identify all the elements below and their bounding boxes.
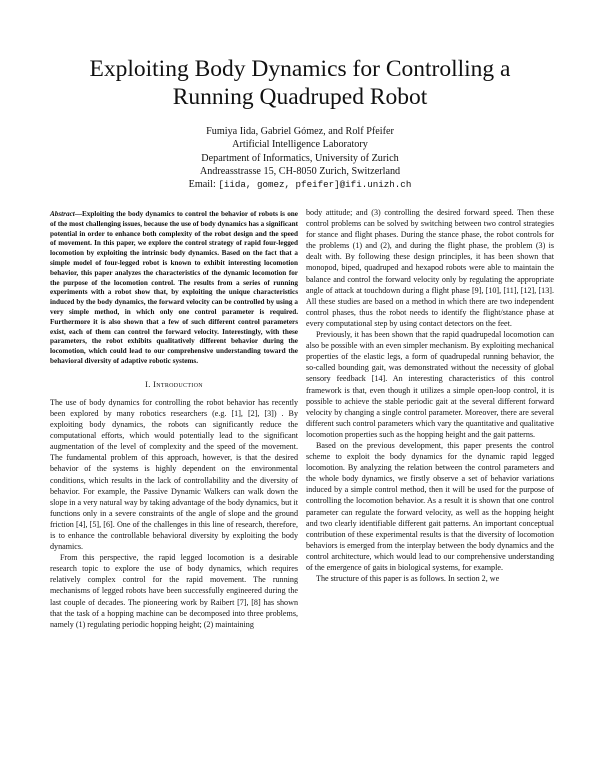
email-line — [100, 178, 500, 191]
email-label: Email: — [188, 179, 216, 191]
author-names: Fumiya Iida, Gabriel Gómez, and Rolf Pfeifer — [206, 126, 394, 137]
right-paragraph-4: The structure of this paper is as follows. In section 2, we — [316, 574, 500, 584]
affiliation-address: Andreasstrasse 15, CH-8050 Zurich, Switzerland — [199, 165, 401, 177]
affiliation-department: Department of Informatics, University of Zurich — [201, 152, 399, 164]
right-paragraph-1: body attitude; and (3) controlling the desired forward speed. Then these control problems can be solved by switching between two control strategies for stance and flight phases. During the stance phase, the robot controls for the problems (1) and (2), and during the flight phase, the problem (3) is dealt with. By following these design principles, it has been shown that monopod, biped, quadruped and hexapod robots were able to maintain the balance and control the forward velocity only by regulating the appropriate angle of attack at touchdown during a flight phase [9], [10], [11], [12], [13]. All these studies are based on a method in which there are two independent control phases, thus the robot needs to identify the flight/stance phase at every computational step by using contact detectors on the feet. — [306, 208, 554, 328]
abstract-dash: — — [74, 210, 82, 218]
right-paragraph-3: Based on the previous development, this paper presents the control scheme to exploit the body dynamics for the dynamic rapid legged locomotion. By analyzing the relation between the control parameters and the whole body dynamics, we firstly observe a set of behavior variations induced by a simple control method, then it will be used for the purpose of controlling the locomotion behavior. As a result it is shown that one control parameter can regulate the forward velocity, as well as the hopping height and two clearly identifiable different gait patterns. An important conceptual contribution of these experimental results is that the diversity of locomotion behaviors is emerged from the interplay between the body dynamics and the control architecture, which would lead to our comprehensive understanding of the emergence of gaits in biological systems, for example. — [306, 440, 554, 572]
author-block — [100, 125, 500, 191]
title-line-2: Running Quadruped Robot — [172, 84, 428, 110]
paper-title — [40, 55, 560, 111]
right-paragraph-2: Previously, it has been shown that the rapid quadrupedal locomotion can also be possible with an even simpler mechanism. By exploiting mechanical properties of the elastic legs, a form of quadrupedal running behavior, the so-called bounding gait, was demonstrated without the necessity of global sensory feedback [14]. An interesting characteristics of this control framework is that, even though it utilizes a simple open-loop control, it is possible to achieve the stable periodic gait at the several different forward velocity by changing a single control parameter. Moreover, there are several different such control parameters which vary the quantitative and qualitative locomotion properties such as the hopping height and the gait patterns. — [306, 330, 554, 439]
intro-paragraph-1: The use of body dynamics for controlling the robot behavior has recently been explored by many robotics researchers (e.g. [1], [2], [3]) . By exploiting body dynamics, the robots can significantly reduce the computational efforts, which would potentially lead to the significant augmentation of the level of complexity and the speed of the movement. The fundamental problem of this approach, however, is that the desired behavior of the systems is highly dependent on the environmental conditions, which results in the lack of controllability and the diversity of behavior. For example, the Passive Dynamic Walkers can walk down the slope in a very natural way by taking advantage of the body dynamics, but it functions only in a severe constraints of the angle of slope and the ground friction [4], [5], [6]. One of the challenges in this line of research, therefore, is to enhance the controllable behavioral diversity by exploiting the body dynamics. — [50, 397, 298, 552]
abstract-text: Exploiting the body dynamics to control the behavior of robots is one of the most challenging issues, because the use of body dynamics has a significant potential in order to enhance both complexity of the robot design and the speed of movement. In this paper, we explore the control strategy of rapid four-legged locomotion by exploiting the intrinsic body dynamics. Based on the fact that a simple model of four-legged robot is known to exhibit interesting locomotion behavior, this paper analyzes the characteristics of the dynamic locomotion for the purpose of the locomotion control. The results from a series of running experiments with a robot show that, by exploiting the unique characteristics induced by the body dynamics, the forward velocity can be controlled by using a very simple method, in which only one control parameter is required. Furthermore it is also shown that a few of such different control parameters exist, each of them can control the forward velocity. Interestingly, with these parameters, the robot exhibits qualitatively different behavior during the locomotion, which could lead to our comprehensive understanding toward the behavioral diversity of adaptive robotic systems. — [50, 210, 298, 365]
affiliation-lab: Artificial Intelligence Laboratory — [232, 139, 368, 151]
abstract-label: Abstract — [50, 210, 75, 218]
left-column — [50, 210, 298, 630]
title-line-1: Exploiting Body Dynamics for Controlling a — [89, 56, 511, 82]
abstract-paragraph — [50, 210, 298, 367]
section-heading-introduction: I. Introduction — [145, 378, 203, 389]
email-address: [iida, gomez, pfeifer]@ifi.unizh.ch — [218, 179, 412, 191]
intro-paragraph-2: From this perspective, the rapid legged locomotion is a desirable research topic to explore the use of body dynamics, which requires relatively complex control for the rapid movement. The running mechanisms of legged robots have been successfully engineered during the last couple of decades. The pioneering work by Raibert [7], [8] has shown that the task of a hopping machine can be decomposed into three problems, namely (1) regulating periodic hopping height; (2) maintaining — [50, 553, 298, 629]
right-column — [306, 207, 554, 584]
